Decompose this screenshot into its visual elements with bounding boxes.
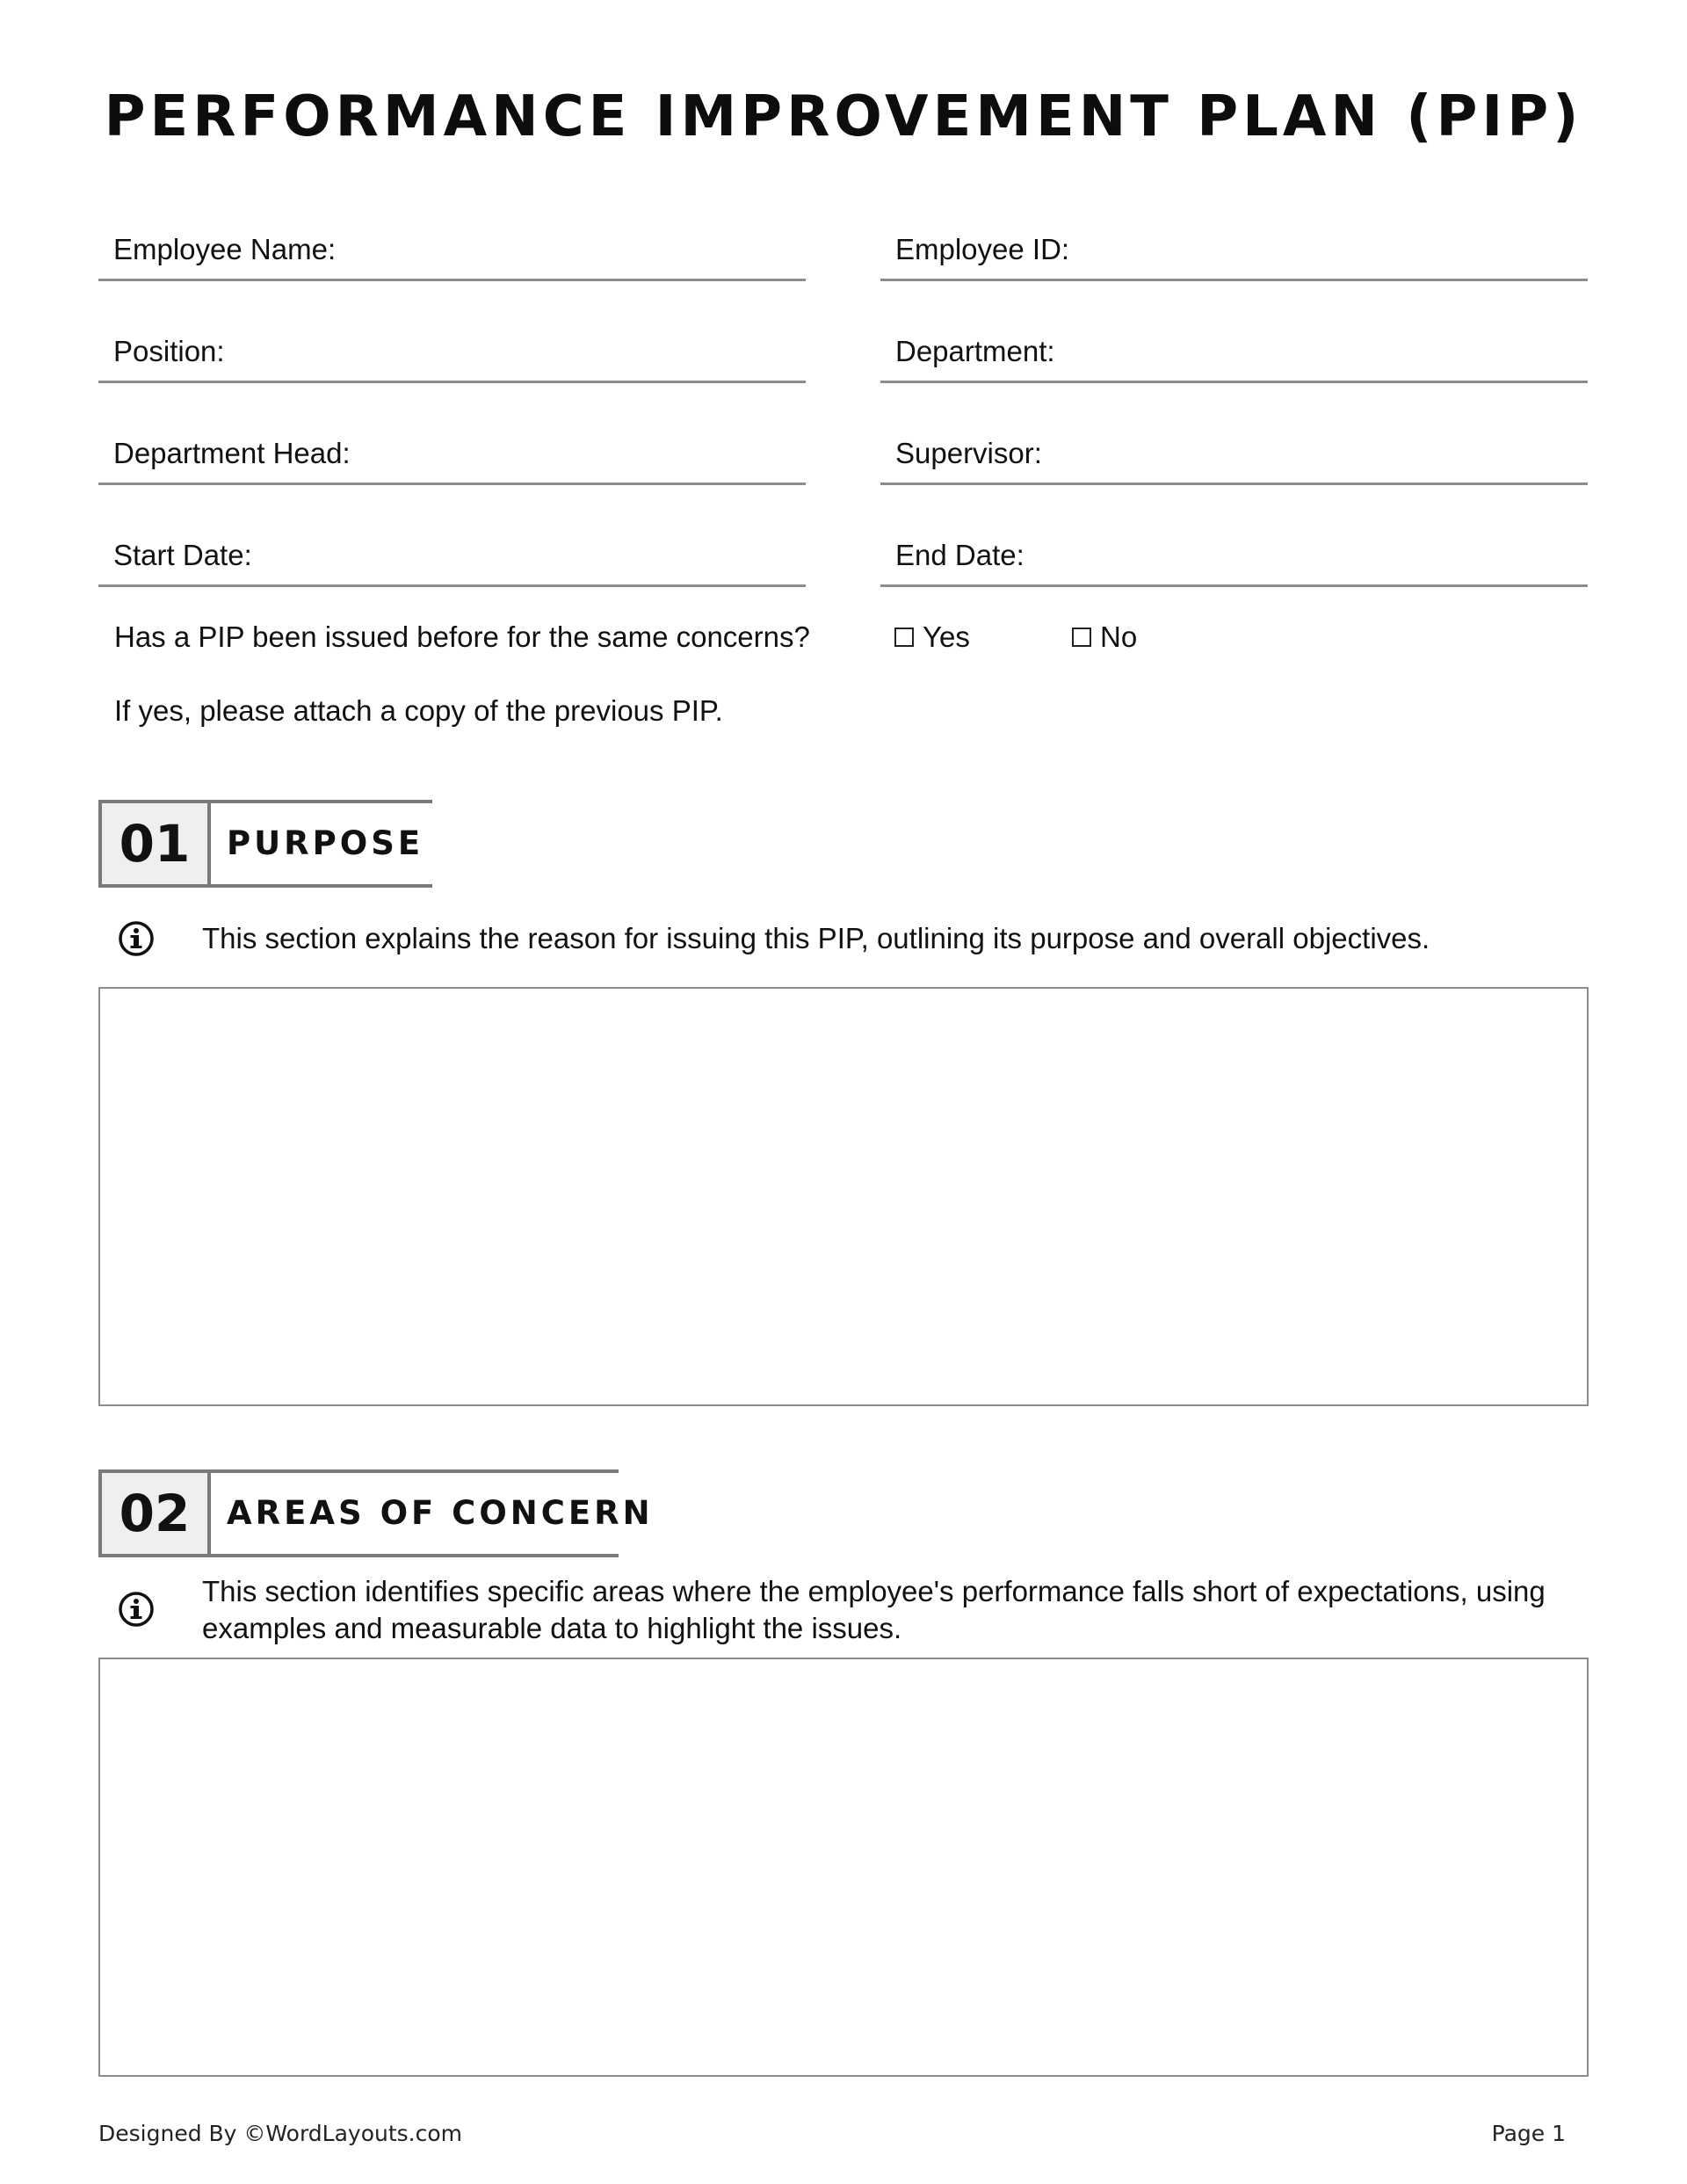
yes-checkbox[interactable]	[894, 620, 970, 654]
checkbox-icon	[1072, 628, 1091, 647]
info-circle-icon	[117, 919, 156, 958]
supervisor-label: Supervisor:	[895, 437, 1042, 469]
section-title: AREAS OF CONCERN	[227, 1494, 654, 1532]
no-label: No	[1100, 620, 1138, 653]
footer-credit: Designed By ©WordLayouts.com	[98, 2121, 463, 2146]
areas-of-concern-input-box[interactable]	[98, 1658, 1589, 2077]
section-title-wrap	[211, 800, 432, 888]
employee-name-label: Employee Name:	[113, 233, 337, 265]
department-label: Department:	[895, 335, 1055, 367]
page-number: Page 1	[1491, 2121, 1566, 2146]
employee-name-field[interactable]	[98, 229, 806, 281]
section-number: 02	[98, 1469, 211, 1557]
department-field[interactable]	[880, 330, 1588, 383]
position-field[interactable]	[98, 330, 806, 383]
employee-id-label: Employee ID:	[895, 233, 1070, 265]
start-date-label: Start Date:	[113, 539, 252, 571]
employee-id-field[interactable]	[880, 229, 1588, 281]
yes-label: Yes	[923, 620, 970, 653]
section-description	[202, 1573, 1573, 1647]
previous-pip-question: Has a PIP been issued before for the same concerns?	[114, 620, 810, 653]
section-title: PURPOSE	[227, 824, 424, 862]
end-date-label: End Date:	[895, 539, 1025, 571]
checkbox-icon	[894, 628, 914, 647]
section-number: 01	[98, 800, 211, 888]
section-description: This section explains the reason for issuing this PIP, outlining its purpose and overall objectives.	[202, 922, 1430, 954]
department-head-label: Department Head:	[113, 437, 351, 469]
section-description-line: This section identifies specific areas where the employee's performance falls short of expectations, using	[202, 1575, 1546, 1607]
section-title-wrap	[211, 1469, 654, 1557]
end-date-field[interactable]	[880, 534, 1588, 587]
start-date-field[interactable]	[98, 534, 806, 587]
info-circle-icon	[117, 1590, 156, 1629]
no-checkbox[interactable]	[1072, 620, 1137, 654]
previous-pip-note: If yes, please attach a copy of the previous PIP.	[114, 694, 723, 727]
document-title: PERFORMANCE IMPROVEMENT PLAN (PIP)	[104, 84, 1583, 149]
supervisor-field[interactable]	[880, 432, 1588, 485]
position-label: Position:	[113, 335, 225, 367]
purpose-input-box[interactable]	[98, 987, 1589, 1406]
section-description-line: examples and measurable data to highlight the issues.	[202, 1612, 902, 1644]
department-head-field[interactable]	[98, 432, 806, 485]
